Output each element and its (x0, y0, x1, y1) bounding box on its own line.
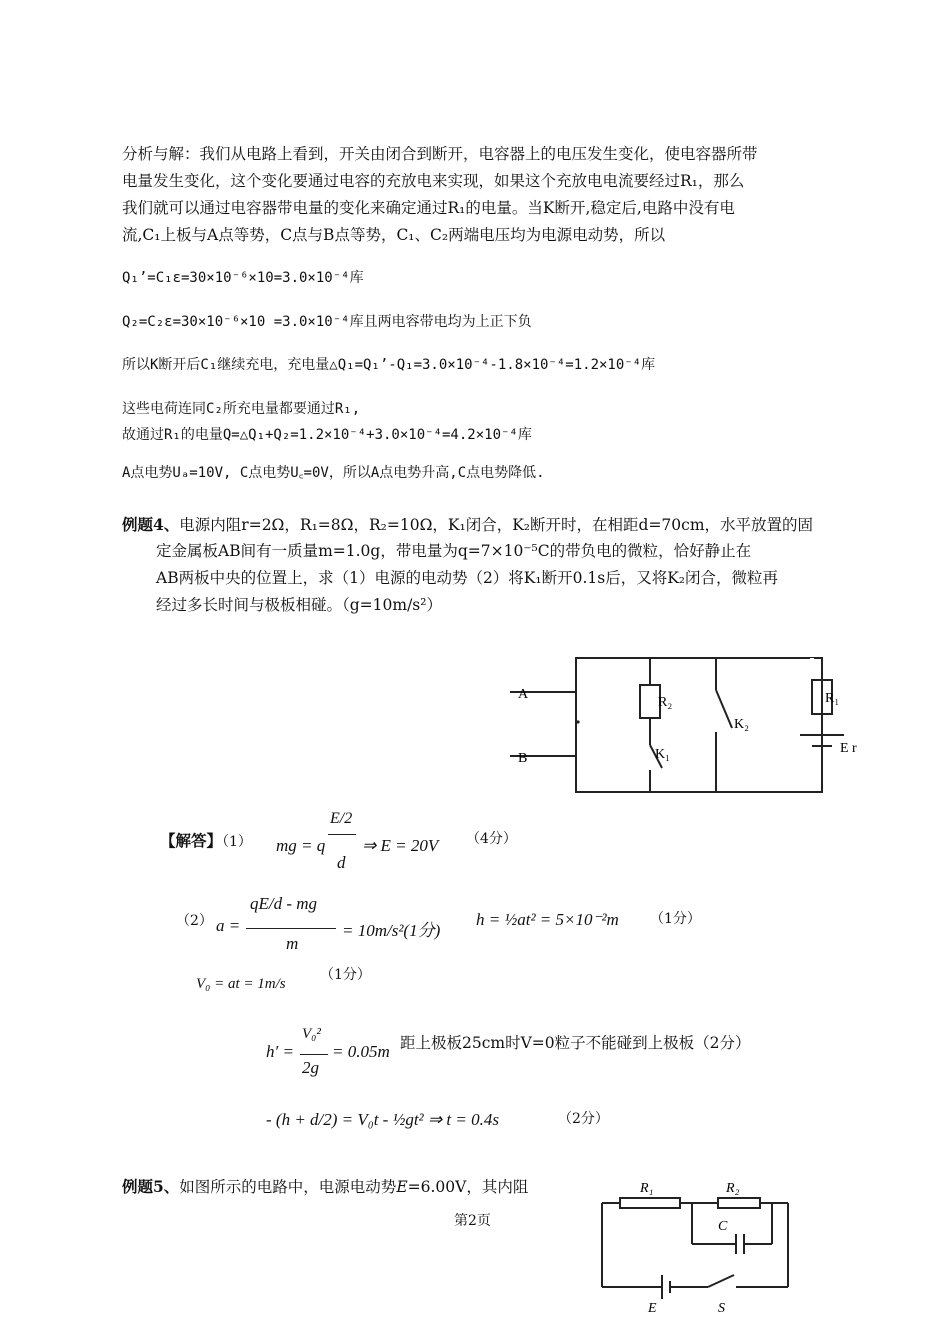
example4-title: 例题4、 (122, 515, 180, 534)
example4-circuit-diagram (510, 650, 880, 800)
solution-heading-line: 【解答】（1） (160, 831, 252, 850)
h-score: （1分） (650, 911, 701, 927)
label-k1: K₁ (655, 747, 670, 762)
part1-frac-num: E/2 (330, 810, 353, 827)
analysis-line-2: 电量发生变化，这个变化要通过电容的充放电来实现，如果这个充放电电流要经过R₁，那么 (122, 172, 745, 190)
equation-q-total: 故通过R₁的电量Q=△Q₁+Q₂=1.2×10⁻⁴+3.0×10⁻⁴=4.2×10⁻⁴库 (122, 427, 532, 443)
label-k2: K₂ (734, 717, 749, 732)
label-e-r: E r (840, 741, 857, 756)
part1-frac-bar (328, 834, 356, 835)
potential-statement: A点电势Uₐ=10V, C点电势U꜀=0V，所以A点电势升高,C点电势降低. (122, 465, 545, 481)
label-e-ex5: E (648, 1301, 657, 1316)
part2-number: （2） (176, 913, 213, 929)
label-plate-b: B (518, 751, 528, 766)
part1-eq-right: ⇒ E = 20V (362, 836, 439, 855)
equation-q1: Q₁’=C₁ε=30×10⁻⁶×10=3.0×10⁻⁴库 (122, 270, 364, 286)
a-frac-bar (246, 928, 336, 929)
example4-line-1: 例题4、电源内阻r=2Ω，R₁=8Ω，R₂=10Ω，K₁闭合，K₂断开时，在相距d=70cm，水平放置的固 (122, 515, 814, 534)
h-equation: h = ½at² = 5×10⁻²m (476, 910, 619, 929)
last-score: （2分） (558, 1111, 609, 1127)
a-eq-right: = 10m/s²(1分) (342, 921, 441, 940)
analysis-line-1: 分析与解：我们从电路上看到，开关由闭合到断开，电容器上的电压发生变化，使电容器所带 (122, 145, 758, 163)
equation-delta-q1: 所以K断开后C₁继续充电，充电量△Q₁=Q₁’-Q₁=3.0×10⁻⁴-1.8×10⁻⁴=1.2×10⁻⁴库 (122, 357, 656, 373)
label-r1-ex5: R₁ (640, 1181, 654, 1196)
hprime-eq-left: h′ = (266, 1042, 294, 1061)
equation-q-intro: 这些电荷连同C₂所充电量都要通过R₁, (122, 401, 361, 417)
label-c-ex5: C (718, 1219, 728, 1234)
hprime-frac-num: V₀² (302, 1026, 321, 1042)
hprime-frac-bar (300, 1054, 328, 1055)
example5-line-1: 例题5、如图所示的电路中，电源电动势E=6.00V，其内阻 (122, 1177, 529, 1196)
analysis-line-4: 流,C₁上板与A点等势，C点与B点等势，C₁、C₂两端电压均为电源电动势，所以 (122, 226, 666, 244)
part1-frac-den: d (337, 853, 346, 872)
part1-score: （4分） (466, 831, 517, 847)
example4-line-2: 定金属板AB间有一质量m=1.0g，带电量为q=7×10⁻⁵C的带负电的微粒，恰好静止在 (156, 542, 752, 560)
example4-line-4: 经过多长时间与极板相碰。（g=10m/s²） (156, 596, 442, 614)
solution-heading: 【解答】 (160, 831, 223, 850)
label-r2: R₂ (658, 695, 673, 710)
hprime-text: 距上极板25cm时V=0粒子不能碰到上极板（2分） (400, 1034, 751, 1052)
a-eq-left: a = (216, 916, 241, 935)
a-frac-num: qE/d - mg (250, 894, 318, 913)
label-s-ex5: S (718, 1301, 725, 1316)
hprime-eq-right: = 0.05m (332, 1042, 390, 1061)
analysis-line-3: 我们就可以通过电容器带电量的变化来确定通过R₁的电量。当K断开,稳定后,电路中没有电 (122, 199, 735, 217)
a-frac-den: m (286, 934, 299, 953)
equation-q2: Q₂=C₂ε=30×10⁻⁶×10 =3.0×10⁻⁴库且两电容带电均为上正下负 (122, 314, 532, 330)
example5-circuit-diagram (596, 1172, 806, 1317)
part1-eq-left: mg = q (276, 836, 326, 855)
last-equation: - (h + d/2) = V₀t - ½gt² ⇒ t = 0.4s (266, 1110, 499, 1129)
label-plate-a: A (518, 687, 529, 702)
page-number: 第2页 (454, 1213, 491, 1229)
example4-line-3: AB两板中央的位置上，求（1）电源的电动势（2）将K₁断开0.1s后，又将K₂闭合，微粒再 (156, 569, 779, 587)
example5-title: 例题5、 (122, 1177, 180, 1196)
v0-score: （1分） (320, 967, 371, 983)
label-r2-ex5: R₂ (726, 1181, 740, 1196)
v0-equation: V₀ = at = 1m/s (196, 976, 286, 992)
label-r1: R₁ (825, 691, 840, 706)
hprime-frac-den: 2g (302, 1058, 319, 1077)
